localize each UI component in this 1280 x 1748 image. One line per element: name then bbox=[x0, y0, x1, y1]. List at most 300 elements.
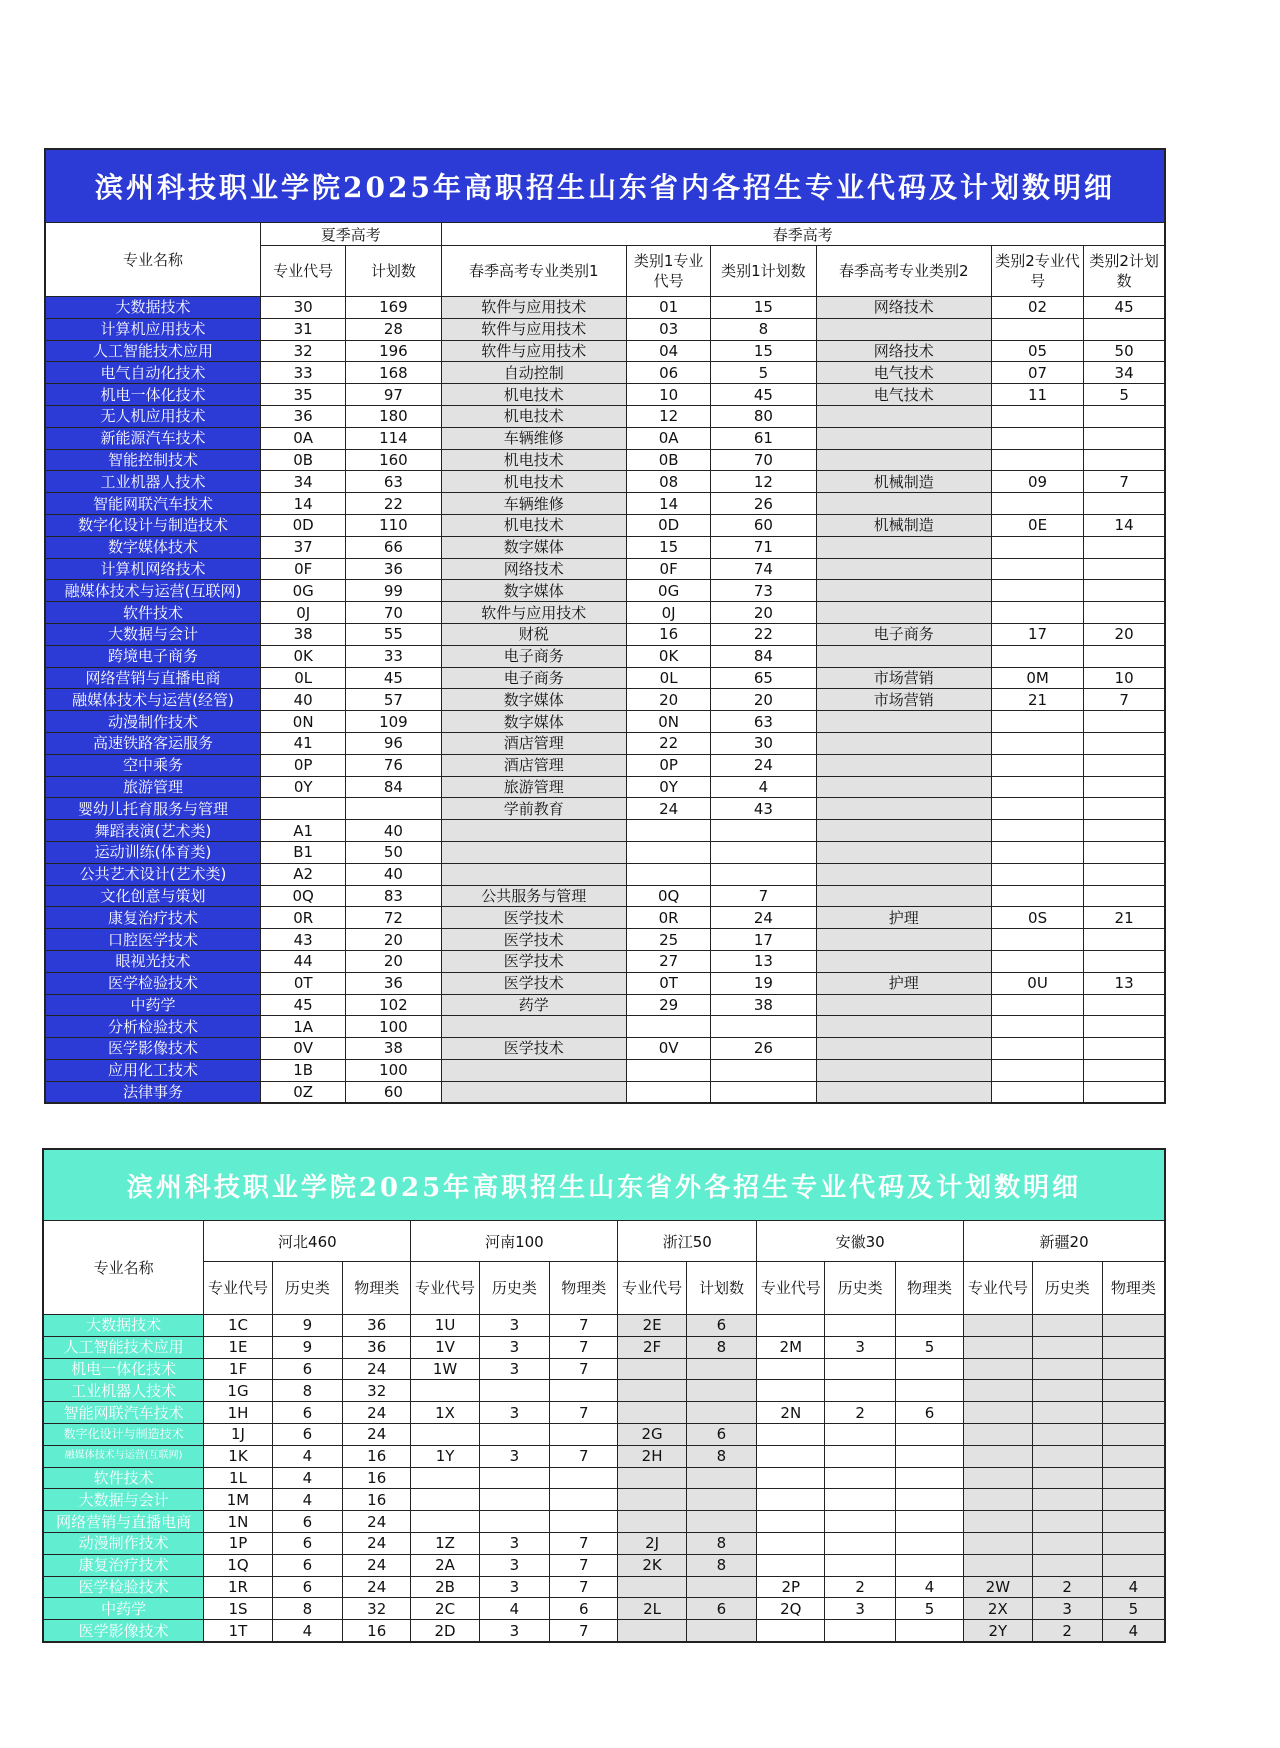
table-cell bbox=[825, 1358, 895, 1380]
table-cell bbox=[1084, 1038, 1165, 1060]
table-cell bbox=[991, 536, 1083, 558]
table-cell bbox=[479, 1489, 549, 1511]
major-name-cell: 婴幼儿托育服务与管理 bbox=[45, 798, 261, 820]
table-cell bbox=[816, 1081, 991, 1103]
table-cell bbox=[1084, 732, 1165, 754]
table-cell: 31 bbox=[261, 318, 346, 340]
table-cell: 169 bbox=[346, 297, 441, 319]
table-cell bbox=[1102, 1315, 1165, 1337]
table-cell bbox=[991, 1059, 1083, 1081]
table-cell: 37 bbox=[261, 536, 346, 558]
table-cell: 110 bbox=[346, 514, 441, 536]
table-row bbox=[45, 1038, 1165, 1060]
table-cell: 6 bbox=[272, 1511, 342, 1533]
table-cell bbox=[550, 1511, 618, 1533]
table-cell: 数字媒体 bbox=[441, 536, 626, 558]
table-cell: 7 bbox=[550, 1358, 618, 1380]
table-cell: 16 bbox=[343, 1445, 411, 1467]
table-cell bbox=[964, 1445, 1032, 1467]
table-cell: 0D bbox=[261, 514, 346, 536]
table-cell: 0Q bbox=[261, 885, 346, 907]
header-major-name: 专业名称 bbox=[43, 1221, 204, 1315]
table-cell: 07 bbox=[991, 362, 1083, 384]
table-cell bbox=[991, 405, 1083, 427]
table-row bbox=[43, 1489, 1165, 1511]
table-cell bbox=[757, 1358, 825, 1380]
table-cell bbox=[895, 1532, 963, 1554]
table-cell: 12 bbox=[627, 405, 711, 427]
table-cell: 24 bbox=[343, 1511, 411, 1533]
table-cell: 16 bbox=[343, 1489, 411, 1511]
table-cell bbox=[816, 1059, 991, 1081]
table-cell bbox=[816, 1038, 991, 1060]
header-code: 专业代号 bbox=[618, 1262, 686, 1315]
table-cell bbox=[686, 1489, 756, 1511]
major-name-cell: 医学影像技术 bbox=[43, 1620, 204, 1642]
table-cell: 14 bbox=[627, 493, 711, 515]
header-code: 专业代号 bbox=[204, 1262, 272, 1315]
table-cell: 63 bbox=[346, 471, 441, 493]
major-name-cell: 机电一体化技术 bbox=[45, 384, 261, 406]
table-cell: 84 bbox=[711, 645, 816, 667]
table-cell: 0R bbox=[627, 907, 711, 929]
table-cell bbox=[411, 1489, 479, 1511]
table-row bbox=[45, 929, 1165, 951]
table-cell bbox=[991, 602, 1083, 624]
table-cell: 机电技术 bbox=[441, 449, 626, 471]
table-cell bbox=[261, 798, 346, 820]
table-cell: 19 bbox=[711, 972, 816, 994]
table-cell: 24 bbox=[627, 798, 711, 820]
table-cell: 数字媒体 bbox=[441, 689, 626, 711]
table-row bbox=[43, 1532, 1165, 1554]
table-row bbox=[45, 405, 1165, 427]
table-cell bbox=[991, 754, 1083, 776]
header-physics: 物理类 bbox=[550, 1262, 618, 1315]
table-cell: 30 bbox=[261, 297, 346, 319]
table-cell: 4 bbox=[895, 1576, 963, 1598]
table-cell: 36 bbox=[343, 1336, 411, 1358]
table-cell bbox=[1102, 1423, 1165, 1445]
table-cell bbox=[627, 841, 711, 863]
table-cell: 网络技术 bbox=[441, 558, 626, 580]
table-cell: 1E bbox=[204, 1336, 272, 1358]
table-cell bbox=[686, 1620, 756, 1642]
table-cell bbox=[816, 449, 991, 471]
major-name-cell: 舞蹈表演(艺术类) bbox=[45, 820, 261, 842]
table-cell: 1L bbox=[204, 1467, 272, 1489]
table-cell bbox=[895, 1511, 963, 1533]
major-name-cell: 运动训练(体育类) bbox=[45, 841, 261, 863]
table-cell: 36 bbox=[346, 558, 441, 580]
major-name-cell: 融媒体技术与运营(经管) bbox=[45, 689, 261, 711]
table-cell bbox=[991, 427, 1083, 449]
major-name-cell: 智能控制技术 bbox=[45, 449, 261, 471]
table-cell: 3 bbox=[1032, 1598, 1102, 1620]
table-cell: 1A bbox=[261, 1016, 346, 1038]
table-cell: 0F bbox=[627, 558, 711, 580]
major-name-cell: 工业机器人技术 bbox=[43, 1380, 204, 1402]
table-cell bbox=[964, 1489, 1032, 1511]
table-cell: 2K bbox=[618, 1554, 686, 1576]
table-cell bbox=[1084, 449, 1165, 471]
table-cell bbox=[825, 1620, 895, 1642]
table-cell: 109 bbox=[346, 711, 441, 733]
table-cell: 0A bbox=[261, 427, 346, 449]
table-cell: 6 bbox=[686, 1598, 756, 1620]
major-name-cell: 大数据技术 bbox=[45, 297, 261, 319]
table-cell: 软件与应用技术 bbox=[441, 340, 626, 362]
table-cell bbox=[1102, 1402, 1165, 1424]
table-cell: 5 bbox=[1102, 1598, 1165, 1620]
table-cell: 机械制造 bbox=[816, 514, 991, 536]
table-cell bbox=[441, 1016, 626, 1038]
table-cell: 45 bbox=[1084, 297, 1165, 319]
major-name-cell: 中药学 bbox=[43, 1598, 204, 1620]
table-cell bbox=[816, 732, 991, 754]
table-cell bbox=[991, 1081, 1083, 1103]
table-cell bbox=[816, 841, 991, 863]
major-name-cell: 医学检验技术 bbox=[43, 1576, 204, 1598]
table-cell bbox=[1084, 820, 1165, 842]
table-cell bbox=[825, 1380, 895, 1402]
table-cell: 电子商务 bbox=[441, 645, 626, 667]
table-cell: 0G bbox=[627, 580, 711, 602]
table-cell bbox=[627, 1081, 711, 1103]
table-cell: 40 bbox=[346, 820, 441, 842]
table-cell bbox=[825, 1554, 895, 1576]
table-cell: 24 bbox=[343, 1402, 411, 1424]
table-cell: 08 bbox=[627, 471, 711, 493]
table-cell: 15 bbox=[711, 340, 816, 362]
table-cell: 6 bbox=[895, 1402, 963, 1424]
section-title: 滨州科技职业学院2025年高职招生山东省外各招生专业代码及计划数明细 bbox=[43, 1149, 1165, 1221]
table-cell bbox=[1084, 405, 1165, 427]
table-cell: 7 bbox=[550, 1402, 618, 1424]
header-cat1-plan: 类别1计划数 bbox=[711, 246, 816, 297]
table-row bbox=[45, 754, 1165, 776]
table-cell: 车辆维修 bbox=[441, 493, 626, 515]
table-cell bbox=[1032, 1489, 1102, 1511]
table-cell: 30 bbox=[711, 732, 816, 754]
major-name-cell: 高速铁路客运服务 bbox=[45, 732, 261, 754]
table-cell: 3 bbox=[479, 1576, 549, 1598]
table-cell bbox=[757, 1489, 825, 1511]
table-cell: 2 bbox=[825, 1402, 895, 1424]
table-cell bbox=[1084, 318, 1165, 340]
table-cell: 3 bbox=[479, 1336, 549, 1358]
table-cell: 168 bbox=[346, 362, 441, 384]
table-row bbox=[45, 863, 1165, 885]
table-cell: 32 bbox=[261, 340, 346, 362]
table-cell bbox=[1084, 536, 1165, 558]
table-cell: 6 bbox=[272, 1402, 342, 1424]
header-code: 专业代号 bbox=[411, 1262, 479, 1315]
table-cell bbox=[1102, 1532, 1165, 1554]
table-cell: 4 bbox=[272, 1467, 342, 1489]
table-cell bbox=[816, 427, 991, 449]
table-cell bbox=[346, 798, 441, 820]
table-cell bbox=[991, 711, 1083, 733]
table-row bbox=[45, 427, 1165, 449]
table-cell bbox=[1032, 1467, 1102, 1489]
table-cell bbox=[895, 1554, 963, 1576]
table-row bbox=[45, 732, 1165, 754]
table-cell: 13 bbox=[1084, 972, 1165, 994]
table-cell: 32 bbox=[343, 1598, 411, 1620]
table-cell bbox=[627, 1059, 711, 1081]
table-cell: 4 bbox=[272, 1620, 342, 1642]
table-cell: 8 bbox=[686, 1336, 756, 1358]
header-history: 历史类 bbox=[825, 1262, 895, 1315]
major-name-cell: 跨境电子商务 bbox=[45, 645, 261, 667]
table-cell: 0E bbox=[991, 514, 1083, 536]
major-name-cell: 工业机器人技术 bbox=[45, 471, 261, 493]
table-cell: 1S bbox=[204, 1598, 272, 1620]
table-cell: 24 bbox=[711, 754, 816, 776]
table-cell: 8 bbox=[686, 1532, 756, 1554]
table-cell bbox=[1032, 1402, 1102, 1424]
table-cell bbox=[550, 1489, 618, 1511]
table-cell bbox=[816, 493, 991, 515]
table-cell bbox=[550, 1467, 618, 1489]
table-cell: 4 bbox=[1102, 1576, 1165, 1598]
table-row bbox=[43, 1511, 1165, 1533]
table-cell: 5 bbox=[711, 362, 816, 384]
table-cell bbox=[816, 602, 991, 624]
table-cell bbox=[757, 1380, 825, 1402]
table-row bbox=[43, 1423, 1165, 1445]
table-cell: 6 bbox=[686, 1423, 756, 1445]
table-cell bbox=[618, 1489, 686, 1511]
major-name-cell: 融媒体技术与运营(互联网) bbox=[45, 580, 261, 602]
table-cell: 0T bbox=[627, 972, 711, 994]
table-cell: 36 bbox=[261, 405, 346, 427]
table-cell bbox=[711, 820, 816, 842]
major-name-cell: 网络营销与直播电商 bbox=[43, 1511, 204, 1533]
major-name-cell: 机电一体化技术 bbox=[43, 1358, 204, 1380]
table-cell bbox=[1032, 1554, 1102, 1576]
table-cell: 2W bbox=[964, 1576, 1032, 1598]
table-cell bbox=[991, 820, 1083, 842]
table-cell bbox=[1084, 754, 1165, 776]
table-cell: 8 bbox=[272, 1380, 342, 1402]
table-cell: 1X bbox=[411, 1402, 479, 1424]
major-name-cell: 中药学 bbox=[45, 994, 261, 1016]
table-cell: 16 bbox=[343, 1467, 411, 1489]
table-cell bbox=[825, 1467, 895, 1489]
table-cell bbox=[686, 1402, 756, 1424]
table-cell: 84 bbox=[346, 776, 441, 798]
table-cell: 8 bbox=[686, 1554, 756, 1576]
major-name-cell: 数字化设计与制造技术 bbox=[43, 1423, 204, 1445]
table-cell bbox=[1084, 994, 1165, 1016]
table-cell: 6 bbox=[272, 1423, 342, 1445]
table-cell bbox=[711, 1016, 816, 1038]
table-cell: 17 bbox=[991, 623, 1083, 645]
table-row bbox=[45, 1059, 1165, 1081]
major-name-cell: 动漫制作技术 bbox=[45, 711, 261, 733]
table-cell: 100 bbox=[346, 1016, 441, 1038]
table-row bbox=[45, 536, 1165, 558]
table-cell: 83 bbox=[346, 885, 441, 907]
table-cell bbox=[1084, 950, 1165, 972]
table-cell: 26 bbox=[711, 1038, 816, 1060]
table-cell bbox=[686, 1467, 756, 1489]
table-cell: 40 bbox=[346, 863, 441, 885]
table-cell bbox=[1084, 711, 1165, 733]
table-cell bbox=[895, 1358, 963, 1380]
header-province: 浙江50 bbox=[618, 1221, 757, 1262]
table-cell: 22 bbox=[711, 623, 816, 645]
table-cell: 20 bbox=[346, 929, 441, 951]
table-cell: 0J bbox=[627, 602, 711, 624]
header-code: 专业代号 bbox=[757, 1262, 825, 1315]
header-history: 历史类 bbox=[272, 1262, 342, 1315]
out-province-table bbox=[42, 1148, 1166, 1643]
table-cell: A1 bbox=[261, 820, 346, 842]
table-cell: 32 bbox=[343, 1380, 411, 1402]
table-cell: 2F bbox=[618, 1336, 686, 1358]
table-cell: 0T bbox=[261, 972, 346, 994]
table-cell: 1T bbox=[204, 1620, 272, 1642]
table-cell: 26 bbox=[711, 493, 816, 515]
table-cell: 6 bbox=[686, 1315, 756, 1337]
table-row bbox=[45, 994, 1165, 1016]
table-row bbox=[45, 318, 1165, 340]
table-cell: 3 bbox=[825, 1336, 895, 1358]
table-cell: 160 bbox=[346, 449, 441, 471]
table-cell bbox=[991, 493, 1083, 515]
table-row bbox=[43, 1554, 1165, 1576]
table-cell bbox=[1084, 798, 1165, 820]
table-row bbox=[43, 1358, 1165, 1380]
table-cell bbox=[618, 1620, 686, 1642]
header-history: 历史类 bbox=[1032, 1262, 1102, 1315]
table-cell bbox=[411, 1511, 479, 1533]
header-cat1: 春季高考专业类别1 bbox=[441, 246, 626, 297]
table-cell bbox=[618, 1511, 686, 1533]
table-cell: 0Y bbox=[627, 776, 711, 798]
table-cell bbox=[991, 558, 1083, 580]
major-name-cell: 数字化设计与制造技术 bbox=[45, 514, 261, 536]
table-cell: 0D bbox=[627, 514, 711, 536]
table-cell bbox=[1084, 776, 1165, 798]
table-row bbox=[45, 950, 1165, 972]
table-cell bbox=[618, 1358, 686, 1380]
table-cell: 4 bbox=[479, 1598, 549, 1620]
table-cell bbox=[686, 1358, 756, 1380]
table-cell bbox=[686, 1380, 756, 1402]
table-cell bbox=[1084, 602, 1165, 624]
table-cell bbox=[711, 863, 816, 885]
table-cell: 70 bbox=[711, 449, 816, 471]
table-cell: 0V bbox=[261, 1038, 346, 1060]
table-row bbox=[43, 1380, 1165, 1402]
table-cell: 0A bbox=[627, 427, 711, 449]
table-cell bbox=[825, 1489, 895, 1511]
table-cell: 3 bbox=[479, 1554, 549, 1576]
header-cat2-plan: 类别2计划数 bbox=[1084, 246, 1165, 297]
table-cell: 65 bbox=[711, 667, 816, 689]
table-cell: 3 bbox=[479, 1315, 549, 1337]
table-cell: 0S bbox=[991, 907, 1083, 929]
table-cell bbox=[816, 776, 991, 798]
table-row bbox=[45, 820, 1165, 842]
table-cell: 80 bbox=[711, 405, 816, 427]
table-cell: 20 bbox=[627, 689, 711, 711]
table-cell bbox=[825, 1511, 895, 1533]
table-cell bbox=[1032, 1380, 1102, 1402]
major-name-cell: 人工智能技术应用 bbox=[43, 1336, 204, 1358]
major-name-cell: 法律事务 bbox=[45, 1081, 261, 1103]
table-cell bbox=[816, 405, 991, 427]
table-cell: 21 bbox=[1084, 907, 1165, 929]
header-province: 新疆20 bbox=[964, 1221, 1165, 1262]
table-row bbox=[45, 514, 1165, 536]
table-cell: 2H bbox=[618, 1445, 686, 1467]
table-cell bbox=[964, 1380, 1032, 1402]
table-cell: 3 bbox=[825, 1598, 895, 1620]
table-row bbox=[45, 972, 1165, 994]
table-cell: 96 bbox=[346, 732, 441, 754]
table-cell bbox=[627, 863, 711, 885]
table-cell bbox=[1102, 1489, 1165, 1511]
table-cell: 2 bbox=[1032, 1576, 1102, 1598]
table-cell: 3 bbox=[479, 1445, 549, 1467]
table-cell bbox=[1032, 1336, 1102, 1358]
table-cell: 7 bbox=[550, 1532, 618, 1554]
table-cell: 4 bbox=[272, 1489, 342, 1511]
table-cell bbox=[991, 950, 1083, 972]
major-name-cell: 空中乘务 bbox=[45, 754, 261, 776]
table-cell: 0R bbox=[261, 907, 346, 929]
major-name-cell: 分析检验技术 bbox=[45, 1016, 261, 1038]
table-cell: 20 bbox=[711, 602, 816, 624]
table-cell: 05 bbox=[991, 340, 1083, 362]
table-cell: 44 bbox=[261, 950, 346, 972]
table-cell: 50 bbox=[1084, 340, 1165, 362]
table-cell bbox=[411, 1423, 479, 1445]
table-cell bbox=[757, 1511, 825, 1533]
table-cell: 7 bbox=[1084, 689, 1165, 711]
table-cell bbox=[1102, 1380, 1165, 1402]
table-cell bbox=[1084, 493, 1165, 515]
table-cell: 7 bbox=[711, 885, 816, 907]
table-cell: 3 bbox=[479, 1402, 549, 1424]
table-cell bbox=[816, 798, 991, 820]
table-cell: 196 bbox=[346, 340, 441, 362]
table-cell: 102 bbox=[346, 994, 441, 1016]
table-cell bbox=[618, 1576, 686, 1598]
table-cell: 73 bbox=[711, 580, 816, 602]
table-cell: 12 bbox=[711, 471, 816, 493]
table-cell bbox=[618, 1402, 686, 1424]
table-cell: 3 bbox=[479, 1620, 549, 1642]
table-row bbox=[45, 711, 1165, 733]
major-name-cell: 旅游管理 bbox=[45, 776, 261, 798]
table-cell: 6 bbox=[550, 1598, 618, 1620]
table-cell bbox=[1102, 1467, 1165, 1489]
table-cell: 40 bbox=[261, 689, 346, 711]
table-cell: 45 bbox=[261, 994, 346, 1016]
table-cell: 9 bbox=[272, 1315, 342, 1337]
table-cell: 车辆维修 bbox=[441, 427, 626, 449]
table-cell bbox=[441, 820, 626, 842]
table-cell bbox=[964, 1423, 1032, 1445]
table-cell bbox=[895, 1620, 963, 1642]
table-cell: 1U bbox=[411, 1315, 479, 1337]
